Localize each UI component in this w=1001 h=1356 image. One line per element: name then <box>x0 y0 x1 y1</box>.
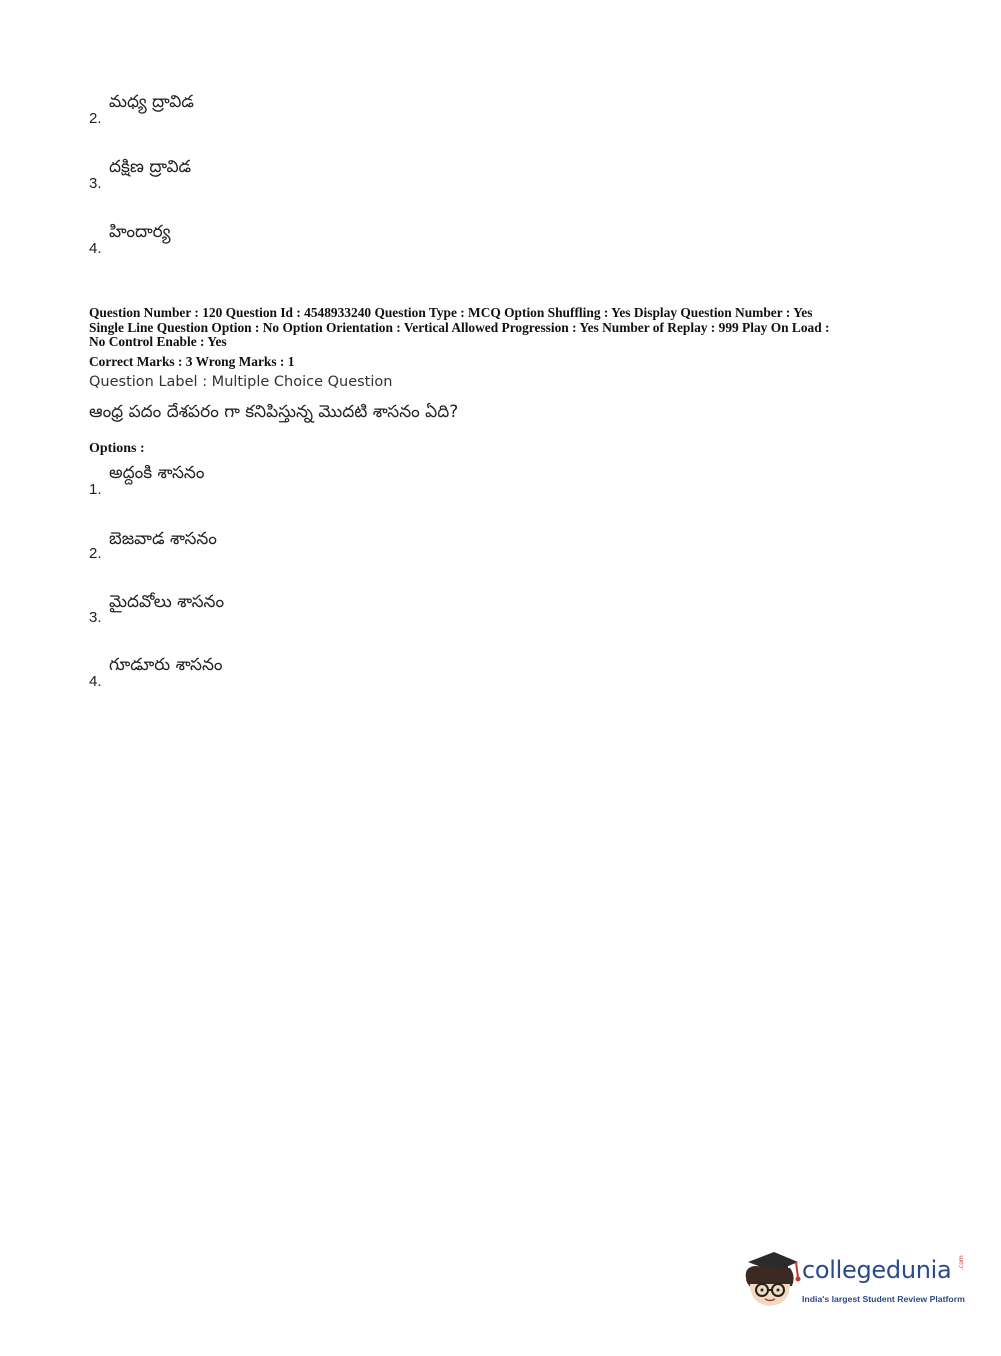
question-meta-line: No Control Enable : Yes <box>89 334 227 349</box>
logo-wordmark: collegedunia <box>802 1256 952 1284</box>
collegedunia-logo <box>740 1248 972 1312</box>
question-meta-line: Question Number : 120 Question Id : 4548933240 Question Type : MCQ Option Shuffling : Yes Display Question Number : Yes <box>89 305 813 320</box>
question-meta-line: Single Line Question Option : No Option Orientation : Vertical Allowed Progression : Yes Number of Replay : 999 Play On Load : <box>89 319 830 335</box>
question-text: ఆంధ్ర పదం దేశపరం గా కనిపిస్తున్న మొదటి శాసనం ఏది? <box>89 402 459 422</box>
options-label: Options : <box>89 441 145 456</box>
logo-tagline: India's largest Student Review Platform <box>802 1294 965 1304</box>
option-text: మధ్య ద్రావిడ <box>109 92 194 112</box>
option-number: 4. <box>89 673 102 690</box>
option-number: 2. <box>89 110 102 127</box>
marks-line: Correct Marks : 3 Wrong Marks : 1 <box>89 354 295 369</box>
option-text: బెజవాడ శాసనం <box>109 529 217 549</box>
option-number: 4. <box>89 240 102 257</box>
option-text: అద్దంకి శాసనం <box>109 463 205 483</box>
option-text: మైదవోలు శాసనం <box>109 592 225 612</box>
option-text: హిందార్య <box>109 222 171 242</box>
mascot-icon <box>740 1248 802 1312</box>
option-text: గూడూరు శాసనం <box>109 655 223 675</box>
logo-suffix: .com <box>958 1255 965 1270</box>
option-number: 1. <box>89 481 102 498</box>
question-meta <box>89 306 919 350</box>
option-number: 2. <box>89 545 102 562</box>
option-number: 3. <box>89 609 102 626</box>
option-number: 3. <box>89 175 102 192</box>
option-text: దక్షిణ ద్రావిడ <box>109 157 192 177</box>
question-label: Question Label : Multiple Choice Question <box>89 374 393 390</box>
